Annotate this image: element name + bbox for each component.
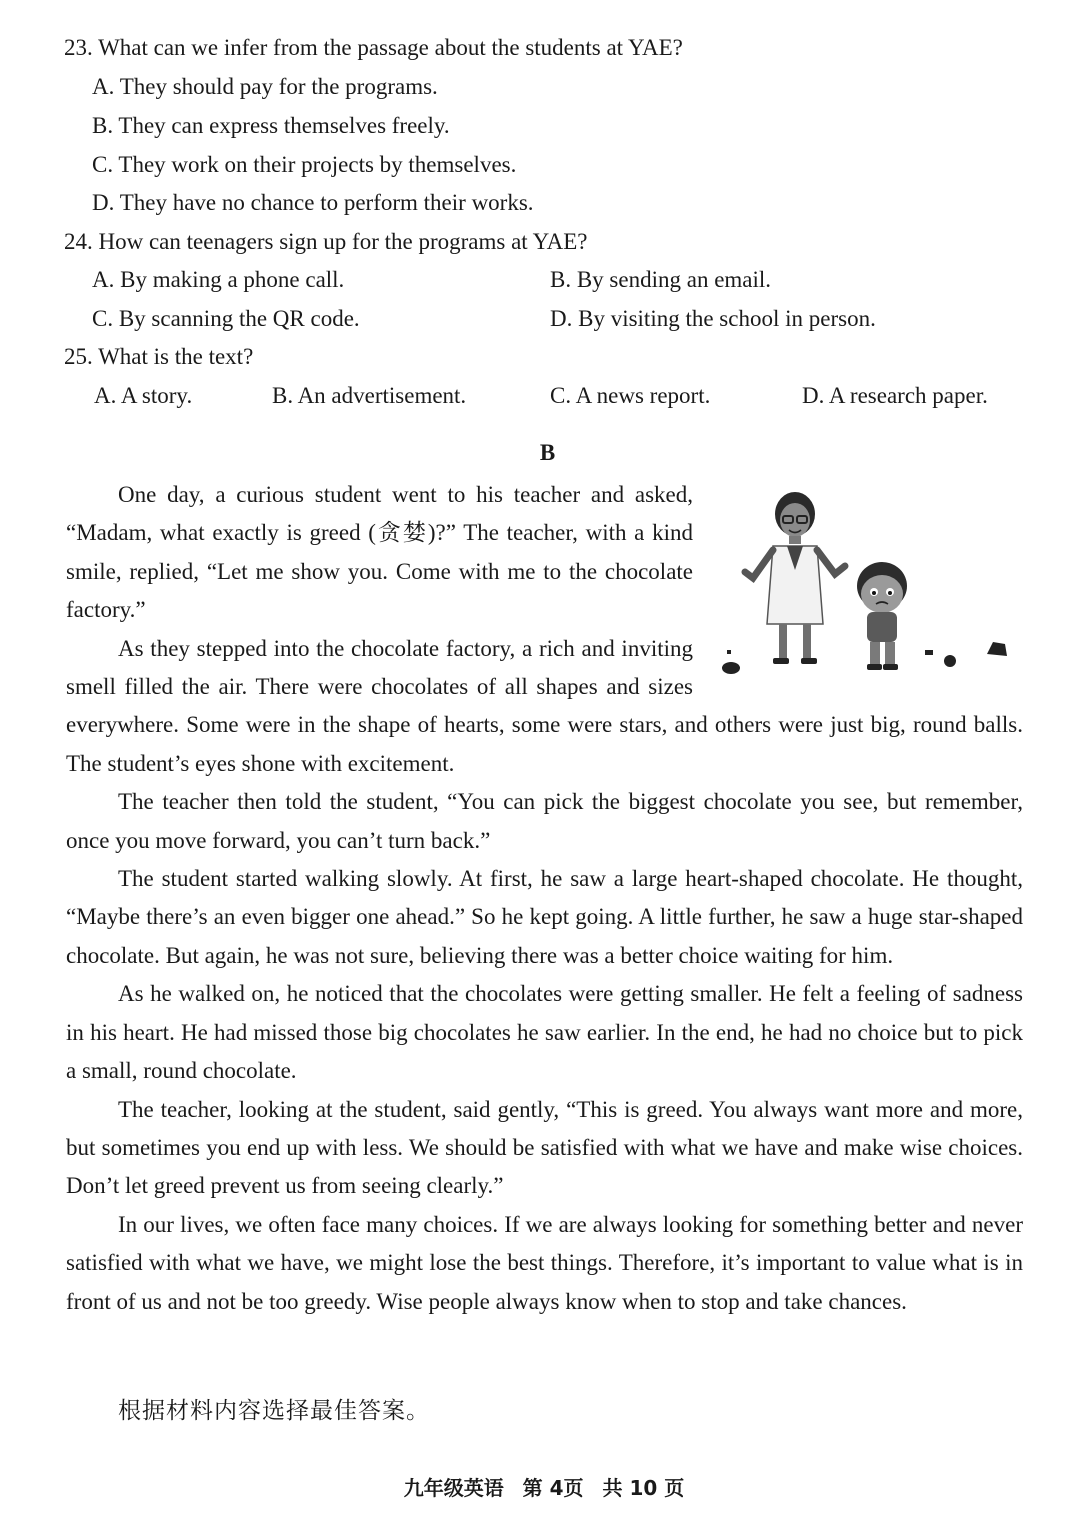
question-25-option-b: B. An advertisement. <box>272 383 467 408</box>
question-25-option-d: D. A research paper. <box>802 383 988 408</box>
page-footer <box>0 1472 1080 1501</box>
passage-paragraph: As he walked on, he noticed that the chocolates were getting smaller. He felt a feeling of sadness in his heart. He had missed those big chocolates he saw earlier. In the end, he had no choice but to pick a small, round chocolate. <box>66 981 1023 1084</box>
passage-paragraph: As they stepped into the chocolate factory, a rich and inviting smell filled the air. There were chocolates of all shapes and sizes everywhere. Some were in the shape of hearts, some were stars, and others were just big, round balls. The student’s eyes shone with excitement. <box>66 635 1023 776</box>
passage-paragraph: The teacher, looking at the student, said gently, “This is greed. You always want more and more, but sometimes you end up with less. We should be satisfied with what we have and make wise choices. Don’t let greed prevent us from seeing clearly.” <box>66 1096 1023 1199</box>
reading-passage <box>66 476 1023 1321</box>
question-24-option-d: D. By visiting the school in person. <box>550 306 876 331</box>
footer-total-pages: 共 10 页 <box>602 1476 685 1500</box>
question-23-option-a: A. They should pay for the programs. <box>92 74 438 99</box>
chocolate-pieces <box>722 642 1007 674</box>
passage-paragraph: The student started walking slowly. At first, he saw a large heart-shaped chocolate. He thought, “Maybe there’s an even bigger one ahead.” So he kept going. A little further, he saw a huge star-shaped chocolate. But again, he was not sure, believing there was a better choice waiting for him. <box>66 866 1023 968</box>
question-23-option-c: C. They work on their projects by themselves. <box>92 152 517 177</box>
student-figure <box>857 562 907 670</box>
question-25-option-c: C. A news report. <box>550 383 711 408</box>
question-23-option-b: B. They can express themselves freely. <box>92 113 450 138</box>
teacher-figure <box>745 492 845 664</box>
question-24-option-a: A. By making a phone call. <box>92 267 345 292</box>
section-title: B <box>539 440 556 465</box>
question-24-option-c: C. By scanning the QR code. <box>92 306 360 331</box>
footer-page-number: 第 4页 <box>522 1476 584 1500</box>
footer-subject: 九年级英语 <box>403 1476 504 1500</box>
question-24-stem: 24. How can teenagers sign up for the programs at YAE? <box>64 229 588 254</box>
teacher-student-illustration <box>707 478 1023 692</box>
passage-paragraph: The teacher then told the student, “You can pick the biggest chocolate you see, but remember, once you move forward, you can’t turn back.” <box>66 789 1023 853</box>
question-24-option-b: B. By sending an email. <box>550 267 772 292</box>
question-25-stem: 25. What is the text? <box>64 344 254 369</box>
passage-paragraph: In our lives, we often face many choices. If we are always looking for something better and never satisfied with what we have, we might lose the best things. Therefore, it’s important to value what is in front of us and not be too greedy. Wise people always know when to stop and take chances. <box>66 1211 1023 1314</box>
passage-paragraph: One day, a curious student went to his teacher and asked, “Madam, what exactly is greed (贪婪)?” The teacher, with a kind smile, replied, “Let me show you. Come with me to the chocolate factory.” <box>66 482 693 623</box>
question-23-stem: 23. What can we infer from the passage about the students at YAE? <box>64 35 683 60</box>
question-23-option-d: D. They have no chance to perform their works. <box>92 190 534 215</box>
question-25-option-a: A. A story. <box>94 383 193 408</box>
answer-instruction: 根据材料内容选择最佳答案。 <box>118 1398 430 1424</box>
